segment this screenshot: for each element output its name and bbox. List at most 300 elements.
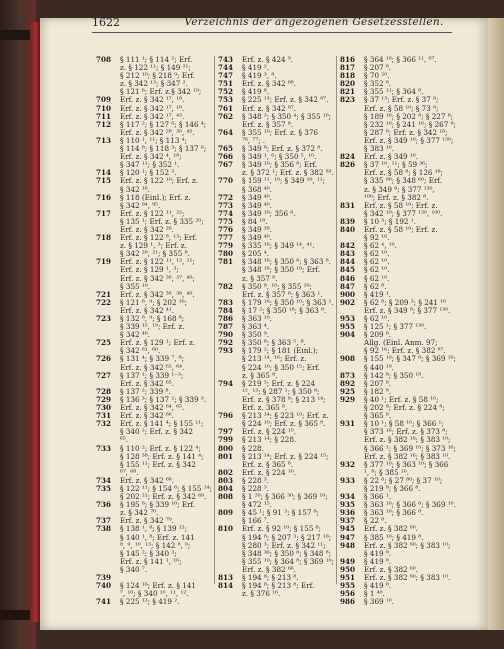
reference-line: § 366 ¹; § 369 ¹⁰; § 373 ¹⁶; <box>364 443 456 453</box>
entry-number: 824 <box>340 152 356 162</box>
entry-number: 810 <box>218 524 234 534</box>
reference-line: § 348 ³; § 350 ⁴; § 355 ¹⁰; <box>242 111 332 121</box>
index-entry <box>96 445 212 477</box>
index-entry <box>218 380 334 412</box>
index-entry <box>96 210 212 234</box>
reference-line: § 225 ¹³; Erf. z. § 342 ⁸⁷. <box>242 95 329 105</box>
index-entry <box>96 121 212 137</box>
reference-line: § 335 ¹⁶; § 349 ¹⁴, ⁴¹. <box>242 241 315 251</box>
entry-number: 744 <box>218 63 234 73</box>
reference-line: § 92 ¹⁶; Erf. z. § 382 ⁸⁷. <box>364 346 446 356</box>
reference-line: § 342 ¹⁰; § 377 ¹³⁰, ¹⁰⁰. <box>364 208 443 218</box>
reference-line: § 194 ⁸; § 213 ⁸. <box>242 573 299 582</box>
reference-line: § 224 ¹⁰; § 350 ¹⁵; Erf. <box>242 362 321 372</box>
reference-line: Erf. z. § 58 ⁸; § 126 ¹⁸; <box>364 168 443 178</box>
entry-number: 747 <box>218 71 234 81</box>
index-entry <box>96 598 212 606</box>
reference-line: § 355 ¹⁰; Erf. z. § 376 <box>242 127 318 137</box>
entry-number: 953 <box>340 314 356 323</box>
reference-line: Allg. (Einl. Anm. 97; <box>364 338 438 348</box>
index-entry <box>218 493 334 509</box>
entry-references <box>364 331 456 355</box>
reference-line: § 121 ⁸, ⁹; § 202 ¹⁰; <box>120 297 187 307</box>
entry-number: 729 <box>96 394 112 404</box>
reference-line: § 194 ⁸; § 213 ⁸; Erf. <box>242 581 315 591</box>
index-entry <box>218 453 334 469</box>
index-entry <box>96 299 212 315</box>
reference-line: § 373 ¹⁶; Erf. z. § 373 ⁸; <box>364 427 448 437</box>
reference-line: § 224 ¹⁰; Erf. z. § 365 ⁸. <box>242 419 326 429</box>
index-entry <box>96 420 212 444</box>
entry-number: 711 <box>96 111 112 121</box>
reference-line: § 207 ⁸. <box>364 63 392 73</box>
reference-line: § 212 ¹⁰; § 218 ⁹; Erf. <box>120 71 196 81</box>
reference-line: § 339 ¹⁵, ¹⁹; Erf. z. <box>120 322 185 332</box>
reference-line: Erf. z. § 342 ⁸⁸. <box>242 79 296 89</box>
running-title: Verzeichnis der angezogenen Gesetzesstellen. <box>184 16 444 28</box>
reference-line: Erf. z. § 342 ⁶⁵. <box>120 378 174 388</box>
entry-number: 737 <box>96 516 112 526</box>
index-entry <box>96 582 212 598</box>
reference-line: § 440 ¹⁰. <box>364 362 394 372</box>
index-entry <box>340 323 456 331</box>
reference-line: § 202 ⁸; Erf. z. § 224 ⁸; <box>364 403 445 413</box>
index-entry <box>96 372 212 388</box>
reference-line: § 219 ⁸; § 366 ⁸. <box>364 483 421 493</box>
index-entry <box>96 315 212 339</box>
index-entry <box>218 469 334 477</box>
reference-line: Erf. z. § 342 ²⁶. <box>120 224 174 234</box>
entry-number: 739 <box>96 573 112 582</box>
reference-line: § 62 ⁸; § 209 ³; § 241 ¹⁶ <box>364 297 447 307</box>
index-column-1 <box>96 56 212 606</box>
reference-line: § 137 ²; 339 ⁸. <box>120 386 171 396</box>
entry-references <box>120 355 212 371</box>
reference-line: § 385 ¹⁰; § 419 ⁸. <box>364 532 424 542</box>
reference-line: § 155 ¹¹; Erf. z. § 342 <box>120 459 196 469</box>
reference-line: Erf. z. § 342 ⁶⁶. <box>120 411 174 421</box>
entry-references <box>364 202 456 218</box>
entry-references <box>120 582 212 598</box>
index-entry <box>96 234 212 258</box>
reference-line: § 377 ¹⁰; § 363 ¹⁰; § 366 <box>364 459 449 469</box>
reference-line: § 111 ¹; § 114 ²; Erf. <box>120 55 193 64</box>
entry-references <box>364 461 456 477</box>
reference-line: Erf. z. § 342 ⁴, ¹⁸; <box>120 152 182 162</box>
entry-number: 950 <box>340 564 356 574</box>
index-entry <box>96 339 212 355</box>
reference-line: Erf. z. § 141 ⁴; § 155 ¹¹; <box>120 419 204 429</box>
entry-number: 793 <box>218 346 234 356</box>
entry-number: 947 <box>340 532 356 542</box>
reference-line: § 202 ²¹; Erf. z. § 342 ⁶⁹. <box>120 492 207 502</box>
index-entry <box>218 177 334 193</box>
entry-number: 743 <box>218 55 234 64</box>
index-entry <box>218 210 334 218</box>
index-entry <box>218 129 334 145</box>
entry-number: 936 <box>340 508 356 518</box>
reference-line: z. § 129 ¹, ³; Erf. z. <box>120 241 188 251</box>
entry-number: 784 <box>218 305 234 315</box>
entry-references <box>120 56 212 96</box>
entry-number: 719 <box>96 257 112 267</box>
entry-references <box>242 347 334 379</box>
entry-references <box>120 258 212 290</box>
entry-number: 772 <box>218 192 234 202</box>
reference-line: § 10 ¹; § 58 ¹⁰; § 366 ¹; <box>364 419 444 429</box>
reference-line: ⁶⁵. <box>120 435 129 445</box>
index-entry <box>96 355 212 371</box>
reference-line: § 131 ⁴; § 339 ⁷, ⁸; <box>120 354 185 364</box>
entry-number: 873 <box>340 370 356 380</box>
index-entry <box>340 299 456 315</box>
reference-line: z. § 372 ¹; Erf. z. § 382 ⁸³. <box>242 168 334 178</box>
entry-number: 842 <box>340 241 356 251</box>
reference-line: § 140 ¹, ⁸; Erf. z. 141 <box>120 532 195 542</box>
reference-line: § 366 ¹. <box>364 492 392 502</box>
index-entry <box>340 202 456 218</box>
entry-number: 717 <box>96 208 112 218</box>
entry-number: 790 <box>218 330 234 340</box>
reference-line: § 40 ¹; Erf. z. § 58 ¹⁰; <box>364 394 439 404</box>
entry-number: 761 <box>218 103 234 113</box>
index-entry <box>218 56 334 64</box>
entry-number: 725 <box>96 338 112 348</box>
reference-line: § 365 ⁸. <box>364 411 392 421</box>
index-entry <box>340 420 456 460</box>
index-entry <box>340 275 456 283</box>
reference-line: z. § 376 ¹⁶. <box>242 589 281 599</box>
index-entry <box>340 258 456 266</box>
reference-line: Erf. z. § 58 ¹⁰; § 73 ⁸; <box>364 103 439 113</box>
entry-number: 846 <box>340 273 356 283</box>
entry-number: 949 <box>340 556 356 566</box>
reference-line: § 124 ¹⁶; Erf. z. § 141 <box>120 581 196 591</box>
entry-number: 845 <box>340 265 356 275</box>
reference-line: Erf. z. § 342 ⁴¹. <box>120 305 174 315</box>
reference-line: z. § 357 ⁸. <box>242 273 278 283</box>
reference-line: § 287 ⁸; Erf. z. § 342 ¹⁸; <box>364 127 448 137</box>
reference-line: § 209 ⁸. <box>364 330 392 340</box>
entry-references <box>120 299 212 315</box>
reference-line: § 194 ⁸; § 207 ³; § 217 ¹⁰; <box>242 532 332 542</box>
reference-line: § 419 ⁸. <box>364 548 392 558</box>
index-entry <box>218 582 334 598</box>
reference-line: § 349 ¹⁰; 356 ⁶. <box>242 208 296 218</box>
reference-line: § 355 ¹¹; § 364 ⁸. <box>364 87 424 97</box>
entry-number: 782 <box>218 281 234 291</box>
reference-line: § 62 ⁸. <box>364 281 387 291</box>
reference-line: § 213 ¹⁴, ¹⁶; Erf. z. <box>242 354 307 364</box>
reference-line: § 182 ⁸. <box>364 386 392 396</box>
entry-number: 770 <box>218 176 234 186</box>
reference-line: § 348 ¹⁶; § 350 ¹⁰; Erf. <box>242 265 321 275</box>
index-entry <box>218 258 334 282</box>
reference-line: § 213 ¹⁴; Erf. z. § 224 ¹⁵; <box>242 451 329 461</box>
reference-line: § 122 ¹¹; § 154 ⁶; § 155 ¹⁴; <box>120 483 212 493</box>
reference-line: Erf. z. § 349 ⁸; § 377 ¹³⁰. <box>364 305 451 315</box>
reference-line: § 1 ²⁰; § 366 ³⁰; § 369 ¹⁰; <box>242 492 328 502</box>
reference-line: § 84 ¹⁸. <box>242 216 268 226</box>
index-entry <box>218 477 334 485</box>
entry-number: 844 <box>340 257 356 267</box>
entry-number: 847 <box>340 281 356 291</box>
reference-line: § 62 ¹⁰. <box>364 249 390 259</box>
index-entry <box>340 72 456 80</box>
reference-line: Erf. z. § 58 ¹⁰; Erf. z. <box>364 200 438 210</box>
index-entry <box>218 307 334 315</box>
reference-line: § 62 ¹⁰. <box>364 314 390 323</box>
entry-number: 955 <box>340 581 356 591</box>
index-entry <box>340 372 456 380</box>
page-number: 1622 <box>92 16 120 29</box>
entry-number: 780 <box>218 249 234 259</box>
index-entry <box>340 161 456 201</box>
entry-number: 731 <box>96 411 112 421</box>
entry-number: 734 <box>96 475 112 485</box>
entry-number: 817 <box>340 63 356 73</box>
entry-number: 808 <box>218 492 234 502</box>
entry-references <box>364 355 456 371</box>
entry-number: 800 <box>218 443 234 453</box>
entry-number: 931 <box>340 419 356 429</box>
entry-references <box>120 420 212 444</box>
entry-references <box>120 525 212 574</box>
entry-references <box>120 598 212 606</box>
entry-number: 774 <box>218 208 234 218</box>
reference-line: Erf. z. 365 ⁸. <box>242 403 288 413</box>
index-entry <box>340 355 456 371</box>
entry-number: 712 <box>96 119 112 129</box>
reference-line: § 138 ¹, ⁸; § 139 ¹²; <box>120 524 187 534</box>
reference-line: § 137 ¹; § 339 ¹⁻³; <box>120 370 184 380</box>
index-entry <box>96 485 212 501</box>
entry-number: 937 <box>340 516 356 526</box>
entry-number: 741 <box>96 597 112 607</box>
entry-number: 956 <box>340 589 356 599</box>
entry-number: 764 <box>218 127 234 137</box>
entry-number: 797 <box>218 427 234 437</box>
index-entry <box>218 194 334 202</box>
index-entry <box>340 574 456 582</box>
entry-references <box>120 445 212 477</box>
entry-number: 816 <box>340 55 356 64</box>
reference-line: Erf. z. § 342 ⁶², ⁶⁴. <box>120 362 185 372</box>
reference-line: ⁶⁷, ⁶⁸. <box>120 467 139 477</box>
reference-line: § 166 ⁷. <box>242 516 270 526</box>
reference-line: § 37 ¹⁰, ¹¹; § 59 ³⁶; <box>364 160 428 170</box>
entry-number: 732 <box>96 419 112 429</box>
entry-references <box>364 226 456 242</box>
reference-line: § 355 ¹⁰. <box>120 281 150 291</box>
entry-references <box>120 210 212 234</box>
reference-line: § 37 ¹³; Erf. z. § 37 ⁸; <box>364 95 439 105</box>
entry-number: 813 <box>218 573 234 582</box>
reference-line: § 368 ⁴⁰. <box>242 184 272 194</box>
entry-references <box>364 299 456 315</box>
reference-line: § 142 ⁸; § 350 ¹⁸. <box>364 370 424 380</box>
entry-references <box>120 501 212 517</box>
reference-line: § 132 ⁸, ⁹; § 168 ⁸; <box>120 314 185 323</box>
reference-line: Erf. z. § 224 ¹⁰. <box>242 427 296 437</box>
reference-line: Erf. z. § 357 ⁸. <box>242 119 294 129</box>
entry-number: 709 <box>96 95 112 105</box>
entry-references <box>242 177 334 193</box>
reference-line: § 349 ⁴⁰. <box>242 192 272 202</box>
reference-line: § 419 ². <box>242 63 270 73</box>
entry-number: 925 <box>340 386 356 396</box>
entry-references <box>242 509 334 525</box>
reference-line: § 363 ¹⁰; § 366 ⁸. <box>364 508 424 518</box>
entry-number: 794 <box>218 378 234 388</box>
entry-references <box>120 315 212 339</box>
entry-number: 840 <box>340 224 356 234</box>
index-column-2 <box>218 56 334 598</box>
entry-number: 765 <box>218 144 234 154</box>
reference-line: § 363 ¹⁰; § 366 ⁸; § 369 ¹⁰. <box>364 500 456 510</box>
reference-line: § 179 ¹⁶; § 350 ¹⁰; § 363 ¹. <box>242 297 334 307</box>
reference-line: Erf. z. § 382 ⁶⁰. <box>364 524 418 534</box>
index-entry <box>340 598 456 606</box>
entry-references <box>120 485 212 501</box>
reference-line: § 228. <box>242 443 264 453</box>
reference-line: § 342 ⁹⁴, ⁹⁵. <box>120 200 161 210</box>
entry-references <box>242 380 334 412</box>
reference-line: Erf. z. § 342 ⁸⁷. <box>242 103 296 113</box>
entry-number: 716 <box>96 192 112 202</box>
entry-number: 821 <box>340 87 356 97</box>
entry-number: 900 <box>340 289 356 299</box>
entry-number: 935 <box>340 500 356 510</box>
reference-line: § 189 ¹⁶; § 202 ⁸; § 227 ⁸; <box>364 111 454 121</box>
reference-line: § 228 ³. <box>242 483 270 493</box>
entry-number: 718 <box>96 233 112 243</box>
entry-number: 783 <box>218 297 234 307</box>
reference-line: § 472 ¹⁵. <box>242 500 272 510</box>
entry-number: 796 <box>218 411 234 421</box>
reference-line: § 121 ⁶; Erf. z.§ 342 ¹⁹; <box>120 87 202 97</box>
reference-line: § 349 ³⁹. <box>242 224 272 234</box>
reference-line: § 114 ⁸; § 118 ³; § 137 ⁶; <box>120 144 207 154</box>
entry-number: 804 <box>218 483 234 493</box>
entry-number: 934 <box>340 492 356 502</box>
reference-line: § 342 ⁶¹, ⁶⁰. <box>120 346 161 356</box>
reference-line: § 350 ⁸, ¹⁰; § 355 ²⁰; <box>242 281 312 291</box>
reference-line: § 110 ²; Erf. z. § 122 ⁴; <box>120 443 201 453</box>
index-entry <box>340 64 456 72</box>
reference-line: § 22 ⁸; § 27 ⁸⁰; § 37 ¹⁰; <box>364 475 443 485</box>
entry-number: 753 <box>218 95 234 105</box>
index-entry <box>218 347 334 379</box>
index-entry <box>340 542 456 558</box>
entry-references <box>242 161 334 177</box>
index-entry <box>96 525 212 574</box>
entry-references <box>242 525 334 574</box>
entry-number: 803 <box>218 475 234 485</box>
entry-number: 902 <box>340 297 356 307</box>
reference-line: ¹⁰⁰; Erf. z. § 382 ⁸. <box>364 192 429 202</box>
reference-line: § 349 ¹⁰; § 356 ⁸; Erf. <box>242 160 318 170</box>
reference-line: ¹², ¹³; § 287 ¹; § 350 ⁸; <box>242 386 320 396</box>
entry-references <box>364 96 456 153</box>
reference-line: § 369 ¹⁰. <box>364 597 394 607</box>
entry-number: 948 <box>340 540 356 550</box>
reference-line: Erf. z. § 58 ¹⁰; Erf. z. <box>364 224 438 234</box>
reference-line: Erf. z. § 382 ¹⁶; § 383 ¹⁰; <box>364 435 451 445</box>
reference-line: § 155 ¹⁰; § 347 ⁸; § 369 ¹⁰; <box>364 354 456 364</box>
reference-line: z. § 342 ⁷⁰. <box>120 508 159 518</box>
reference-line: Erf. z. § 349 ¹⁰; § 377 ¹³⁰; <box>364 135 454 145</box>
reference-line: § 45 ¹; § 91 ³; § 157 ⁸; <box>242 508 319 518</box>
reference-line: § 118 (Einl.); Erf. z. <box>120 192 191 202</box>
index-entry <box>218 218 334 226</box>
entry-references <box>120 339 212 355</box>
reference-line: Erf. z. § 141 ¹, ¹⁶; <box>120 556 182 566</box>
entry-number: 730 <box>96 403 112 413</box>
reference-line: Erf. z. § 424 ⁹. <box>242 55 294 64</box>
reference-line: § 228 ³. <box>242 475 270 485</box>
reference-line: Erf. z. § 122 ¹¹, ¹³, ²¹; <box>120 257 195 267</box>
index-entry <box>340 266 456 274</box>
reference-line: Erf. z. § 349 ¹⁰. <box>364 152 418 162</box>
reference-line: Erf. z. § 382 ⁶⁰; § 383 ¹⁰; <box>364 540 451 550</box>
index-entry <box>218 161 334 177</box>
index-entry <box>218 242 334 250</box>
reference-line: § 117 ²; § 127 ⁶; § 146 ⁴; <box>120 119 207 129</box>
reference-line: § 225 ¹³; § 419 ². <box>120 597 180 607</box>
reference-line: z. § 122 ¹¹; § 149 ²¹; <box>120 63 191 73</box>
index-entry <box>96 501 212 517</box>
entry-references <box>242 412 334 428</box>
reference-line: § 207 ⁸. <box>364 378 392 388</box>
entry-references <box>364 598 456 606</box>
entry-references <box>364 161 456 201</box>
entry-number: 904 <box>340 330 356 340</box>
index-entry <box>96 258 212 290</box>
index-entry <box>96 56 212 96</box>
entry-number: 738 <box>96 524 112 534</box>
index-entry <box>340 56 456 64</box>
reference-line: ⁸, ⁹, ¹⁰, ¹³; § 142 ⁸, ⁹; <box>120 540 191 550</box>
reference-line: § 349 ⁸; Erf. z. § 372 ⁸. <box>242 144 323 154</box>
index-entry <box>218 412 334 428</box>
index-entry <box>340 242 456 250</box>
entry-number: 740 <box>96 581 112 591</box>
entry-number: 892 <box>340 378 356 388</box>
reference-line: Erf. z. § 342 ²⁶, ³⁷, ⁴⁰; <box>120 273 195 283</box>
entry-references <box>242 283 334 299</box>
reference-line: § 120 ¹; § 152 ³. <box>120 168 177 178</box>
entry-number: 777 <box>218 233 234 243</box>
index-entry <box>340 509 456 517</box>
index-entry <box>340 226 456 242</box>
reference-line: Erf. z. § 122 ¹¹, ²²; <box>120 208 185 218</box>
page-header <box>92 16 452 33</box>
index-entry <box>218 436 334 444</box>
reference-line: § 213 ¹⁴; § 223 ¹⁰; Erf. z. <box>242 411 329 421</box>
entry-number: 762 <box>218 111 234 121</box>
reference-line: § 62 ⁴, ¹⁰. <box>364 241 397 251</box>
index-column-3 <box>340 56 456 606</box>
reference-line: Erf. z. § 365 ⁸. <box>242 459 294 469</box>
index-entry <box>340 461 456 477</box>
reference-line: Erf. z. § 129 ¹, ³; <box>120 265 179 275</box>
index-entry <box>340 250 456 258</box>
reference-line: z. § 342 ¹³; § 347 ². <box>120 79 188 89</box>
reference-line: § 10 ³; § 192 ¹. <box>364 216 416 226</box>
entry-number: 722 <box>96 297 112 307</box>
entry-number: 751 <box>218 79 234 89</box>
